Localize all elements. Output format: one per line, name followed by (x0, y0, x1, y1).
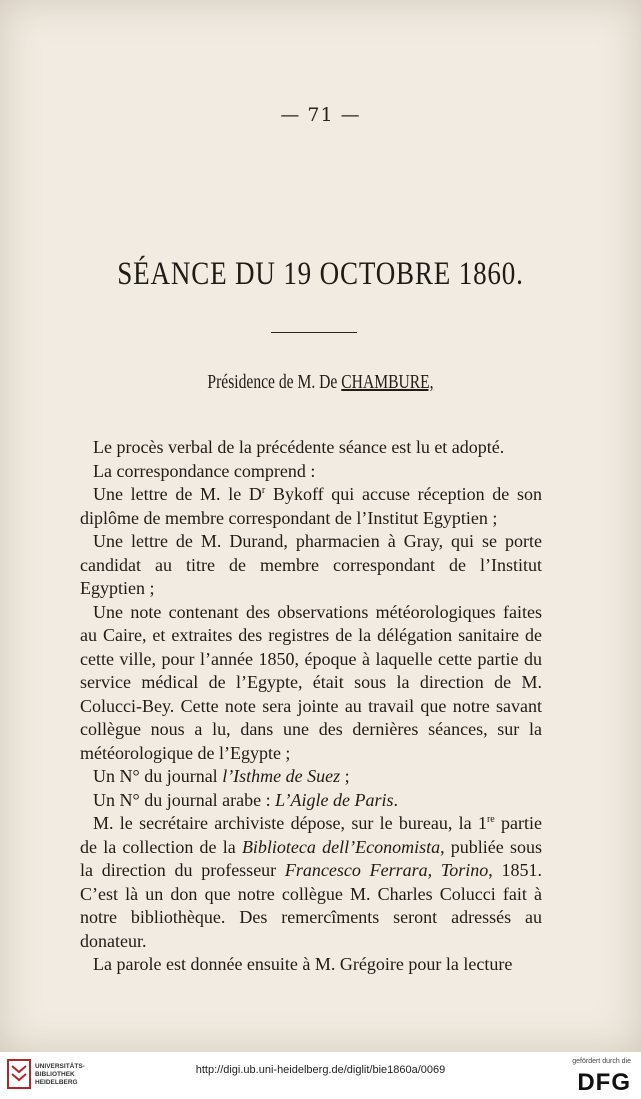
paragraph: Un N° du journal arabe : L’Aigle de Paris. (93, 789, 398, 810)
minutes-body (80, 436, 542, 977)
paragraph: La correspondance comprend : (93, 460, 316, 481)
paragraph: M. le secrétaire archiviste dépose, sur le bureau, la 1re partie de la collection de la Biblioteca dell’Economista, publiée sous la direction du professeur Francesco Ferrara, Torino, 1851. C’est là un don que notre collègue M. Charles Colucci fait à notre bibliothèque. Des remercîments seront adressés au donateur. (80, 813, 542, 951)
page-number: — 71 — (280, 104, 361, 126)
paragraph: Le procès verbal de la précédente séance est lu et adopté. (93, 437, 505, 457)
institution-name: UNIVERSITÄTS- BIBLIOTHEK HEIDELBERG (35, 1063, 85, 1086)
dfg-logo: DFG (577, 1069, 631, 1096)
funded-by-label: gefördert durch die (572, 1058, 631, 1065)
paragraph: La parole est donnée ensuite à M. Grégoire pour la lecture (93, 954, 513, 974)
paragraph: Une note contenant des observations météorologiques faites au Caire, et extraites des registres de la délégation sanitaire de cette ville, pour l’année 1850, époque à laquelle cette partie du service médical de l’Egypte, était sous la direction de M. Colucci-Bey. Cette note sera jointe au travail que notre savant collègue nous a lu, dans une des dernières séances, sur la météorologique de l’Egypte ; (80, 601, 542, 763)
paragraph: Une lettre de M. Durand, pharmacien à Gray, qui se porte candidat au titre de membre correspondant de l’Institut Egyptien ; (80, 531, 542, 598)
source-url-link[interactable]: http://digi.ub.uni-heidelberg.de/diglit/bie1860a/0069 (195, 1064, 446, 1076)
presidence-line (71, 371, 571, 394)
presidence-prefix: Présidence de M. De (207, 371, 342, 393)
presidence-name: CHAMBURE, (341, 371, 434, 393)
session-title: SÉANCE DU 19 OCTOBRE 1860. (117, 256, 524, 292)
paragraph: Un N° du journal l’Isthme de Suez ; (93, 766, 350, 786)
title-divider (271, 332, 357, 333)
paragraph: Une lettre de M. le $D^r$ Bykoff qui accuse réception de son diplôme de membre correspondant de l’Institut Egyptien ; (80, 484, 542, 528)
